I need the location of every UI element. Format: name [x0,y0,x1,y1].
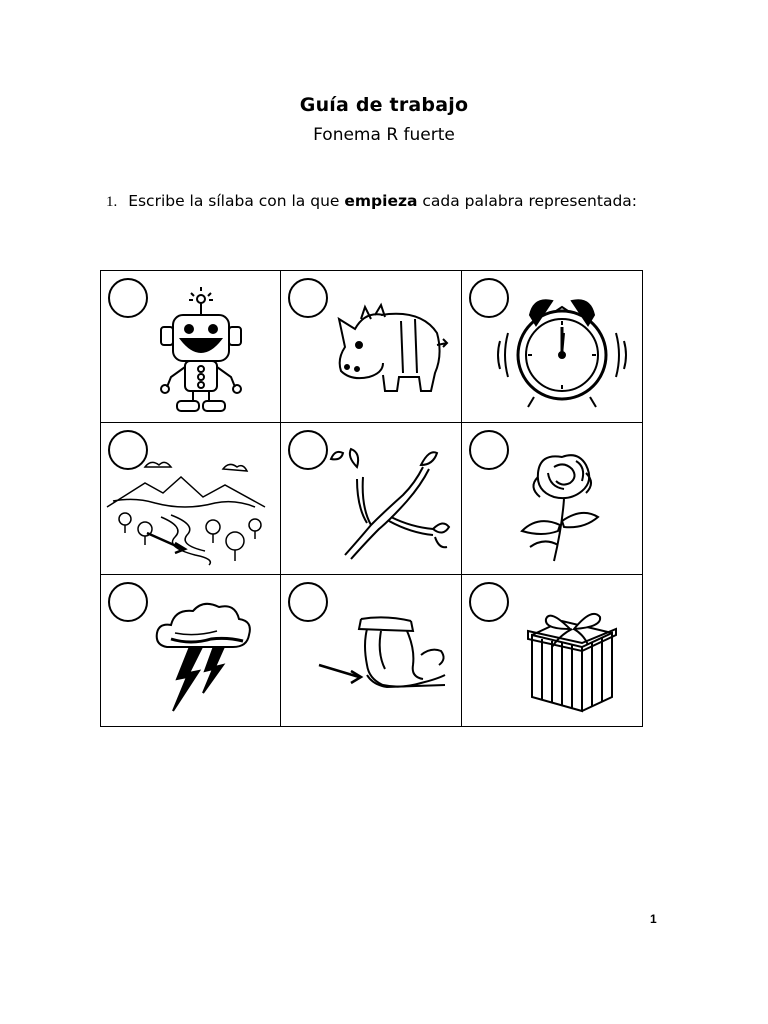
grid-cell-rose [462,423,642,575]
grid-cell-rhino [281,271,462,423]
page-title: Guía de trabajo [299,94,469,116]
picture-grid [100,270,643,727]
page-number: 1 [650,912,657,926]
page-subtitle: Fonema R fuerte [313,125,455,145]
knee-icon [311,589,451,719]
gift-box-icon [492,589,632,719]
exercise-number: 1. [106,194,118,210]
instruction-text-after: cada palabra representada: [422,192,637,210]
grid-cell-river [101,423,281,575]
storm-cloud-icon [131,589,271,719]
exercise-instruction [106,192,637,211]
instruction-emphasis: empieza [344,192,418,210]
rose-icon [492,437,632,567]
robot-icon [131,285,271,415]
instruction-text-before: Escribe la sílaba con la que [128,192,340,210]
grid-cell-knee [281,575,462,726]
grid-cell-clock [462,271,642,423]
alarm-clock-icon [492,285,632,415]
grid-cell-gift [462,575,642,726]
grid-cell-branch [281,423,462,575]
grid-cell-robot [101,271,281,423]
rhinoceros-icon [311,285,451,415]
branch-icon [311,437,451,567]
river-landscape-icon [105,437,273,567]
grid-cell-storm [101,575,281,726]
